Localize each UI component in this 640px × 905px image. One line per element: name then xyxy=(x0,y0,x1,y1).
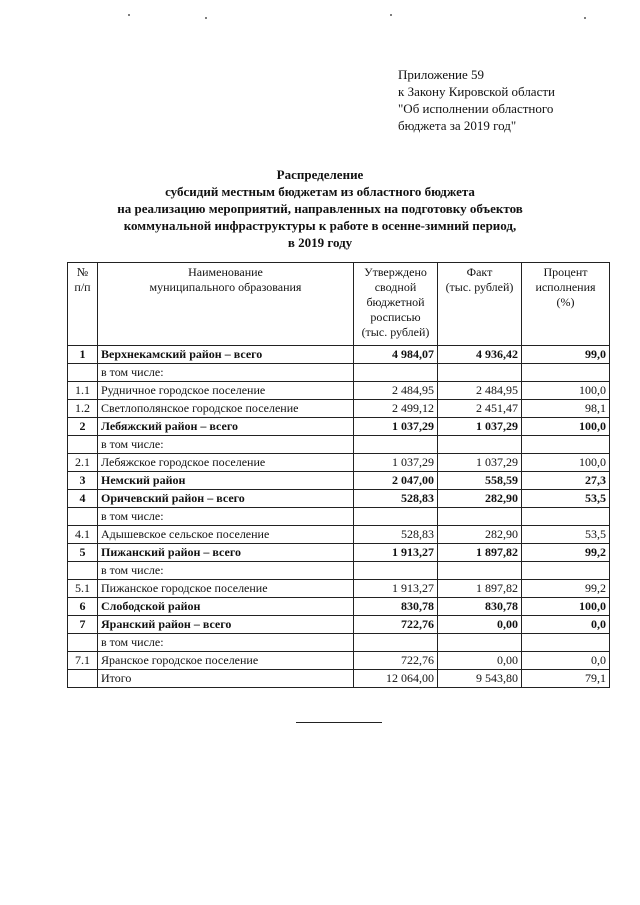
row-number-cell: 5 xyxy=(68,544,98,562)
row-number-cell: 2.1 xyxy=(68,454,98,472)
row-percent-cell: 0,0 xyxy=(522,616,610,634)
row-percent-cell: 27,3 xyxy=(522,472,610,490)
row-approved-cell: 1 913,27 xyxy=(354,580,438,598)
row-approved-cell: 1 913,27 xyxy=(354,544,438,562)
row-number-cell: 2 xyxy=(68,418,98,436)
row-name-cell: Пижанский район – всего xyxy=(98,544,354,562)
subsidy-table xyxy=(67,262,610,688)
row-percent-cell: 99,2 xyxy=(522,580,610,598)
header-no: № п/п xyxy=(68,263,98,346)
row-number-cell: 7.1 xyxy=(68,652,98,670)
row-approved-cell: 2 047,00 xyxy=(354,472,438,490)
appendix-line: Приложение 59 xyxy=(398,67,485,82)
row-number-cell xyxy=(68,364,98,382)
row-percent-cell: 99,2 xyxy=(522,544,610,562)
table-row xyxy=(68,598,610,616)
row-number-cell xyxy=(68,670,98,688)
table-row xyxy=(68,580,610,598)
row-name-cell: Светлополянское городское поселение xyxy=(98,400,354,418)
row-name-cell: Яранское городское поселение xyxy=(98,652,354,670)
row-approved-cell: 722,76 xyxy=(354,616,438,634)
row-name-cell: Немский район xyxy=(98,472,354,490)
row-percent-cell xyxy=(522,508,610,526)
row-fact-cell: 1 897,82 xyxy=(438,580,522,598)
document-title xyxy=(0,166,640,251)
row-fact-cell: 9 543,80 xyxy=(438,670,522,688)
row-approved-cell: 2 484,95 xyxy=(354,382,438,400)
row-approved-cell: 528,83 xyxy=(354,526,438,544)
table-row xyxy=(68,652,610,670)
appendix-line: к Закону Кировской области xyxy=(398,84,555,99)
row-name-cell: Лебяжский район – всего xyxy=(98,418,354,436)
row-fact-cell: 282,90 xyxy=(438,526,522,544)
row-name-cell: в том числе: xyxy=(98,634,354,652)
row-fact-cell: 282,90 xyxy=(438,490,522,508)
appendix-note xyxy=(398,66,555,134)
table-row xyxy=(68,562,610,580)
row-number-cell: 1 xyxy=(68,346,98,364)
row-approved-cell xyxy=(354,562,438,580)
row-percent-cell xyxy=(522,364,610,382)
table-row xyxy=(68,508,610,526)
row-approved-cell xyxy=(354,634,438,652)
row-number-cell: 1.1 xyxy=(68,382,98,400)
row-name-cell: Оричевский район – всего xyxy=(98,490,354,508)
end-divider xyxy=(296,722,382,723)
row-approved-cell: 1 037,29 xyxy=(354,418,438,436)
row-percent-cell: 100,0 xyxy=(522,598,610,616)
row-number-cell xyxy=(68,436,98,454)
row-percent-cell: 100,0 xyxy=(522,418,610,436)
table-row xyxy=(68,526,610,544)
row-name-cell: Итого xyxy=(98,670,354,688)
row-percent-cell: 53,5 xyxy=(522,490,610,508)
scan-speck xyxy=(584,17,586,19)
row-approved-cell: 12 064,00 xyxy=(354,670,438,688)
title-line: субсидий местным бюджетам из областного бюджета xyxy=(165,184,475,199)
row-name-cell: в том числе: xyxy=(98,364,354,382)
row-fact-cell xyxy=(438,508,522,526)
row-name-cell: Рудничное городское поселение xyxy=(98,382,354,400)
table-row xyxy=(68,490,610,508)
row-fact-cell: 2 451,47 xyxy=(438,400,522,418)
row-number-cell xyxy=(68,562,98,580)
row-percent-cell: 100,0 xyxy=(522,454,610,472)
scan-speck xyxy=(390,14,392,16)
table-row xyxy=(68,436,610,454)
table-row xyxy=(68,382,610,400)
row-name-cell: Слободской район xyxy=(98,598,354,616)
row-number-cell: 6 xyxy=(68,598,98,616)
row-number-cell: 3 xyxy=(68,472,98,490)
row-approved-cell: 722,76 xyxy=(354,652,438,670)
row-percent-cell: 79,1 xyxy=(522,670,610,688)
title-line: в 2019 году xyxy=(287,235,353,250)
row-percent-cell: 99,0 xyxy=(522,346,610,364)
appendix-line: бюджета за 2019 год" xyxy=(398,118,517,133)
row-percent-cell xyxy=(522,634,610,652)
row-approved-cell: 4 984,07 xyxy=(354,346,438,364)
row-number-cell xyxy=(68,634,98,652)
table-row xyxy=(68,616,610,634)
row-approved-cell: 830,78 xyxy=(354,598,438,616)
row-fact-cell: 4 936,42 xyxy=(438,346,522,364)
table-row xyxy=(68,400,610,418)
title-line: коммунальной инфраструктуры к работе в осенне-зимний период, xyxy=(123,218,517,233)
table-row xyxy=(68,544,610,562)
row-fact-cell xyxy=(438,634,522,652)
row-name-cell: Пижанское городское поселение xyxy=(98,580,354,598)
row-name-cell: в том числе: xyxy=(98,562,354,580)
row-approved-cell: 2 499,12 xyxy=(354,400,438,418)
row-fact-cell: 0,00 xyxy=(438,652,522,670)
row-name-cell: в том числе: xyxy=(98,436,354,454)
row-fact-cell: 0,00 xyxy=(438,616,522,634)
row-percent-cell: 100,0 xyxy=(522,382,610,400)
header-percent: Процент исполнения (%) xyxy=(522,263,610,346)
table-row xyxy=(68,454,610,472)
row-name-cell: в том числе: xyxy=(98,508,354,526)
header-name: Наименование муниципального образования xyxy=(98,263,354,346)
row-fact-cell xyxy=(438,364,522,382)
row-fact-cell: 1 897,82 xyxy=(438,544,522,562)
row-percent-cell xyxy=(522,562,610,580)
row-approved-cell: 1 037,29 xyxy=(354,454,438,472)
row-approved-cell xyxy=(354,364,438,382)
row-name-cell: Верхнекамский район – всего xyxy=(98,346,354,364)
table-row xyxy=(68,364,610,382)
header-approved: Утверждено сводной бюджетной росписью (тыс. рублей) xyxy=(354,263,438,346)
row-fact-cell: 1 037,29 xyxy=(438,454,522,472)
table-row xyxy=(68,472,610,490)
table-row xyxy=(68,670,610,688)
row-percent-cell xyxy=(522,436,610,454)
row-percent-cell: 0,0 xyxy=(522,652,610,670)
row-percent-cell: 98,1 xyxy=(522,400,610,418)
scan-speck xyxy=(205,17,207,19)
row-fact-cell: 830,78 xyxy=(438,598,522,616)
row-fact-cell: 2 484,95 xyxy=(438,382,522,400)
row-number-cell: 1.2 xyxy=(68,400,98,418)
table-row xyxy=(68,634,610,652)
table-header-row xyxy=(68,263,610,346)
row-fact-cell xyxy=(438,436,522,454)
row-number-cell xyxy=(68,508,98,526)
row-fact-cell: 558,59 xyxy=(438,472,522,490)
title-line: Распределение xyxy=(276,167,364,182)
appendix-line: "Об исполнении областного xyxy=(398,101,554,116)
table-body xyxy=(68,346,610,688)
row-percent-cell: 53,5 xyxy=(522,526,610,544)
title-line: на реализацию мероприятий, направленных на подготовку объектов xyxy=(117,201,523,216)
row-number-cell: 7 xyxy=(68,616,98,634)
row-fact-cell xyxy=(438,562,522,580)
table-row xyxy=(68,346,610,364)
row-number-cell: 5.1 xyxy=(68,580,98,598)
row-name-cell: Яранский район – всего xyxy=(98,616,354,634)
row-approved-cell xyxy=(354,436,438,454)
scan-speck xyxy=(128,14,130,16)
row-approved-cell xyxy=(354,508,438,526)
row-approved-cell: 528,83 xyxy=(354,490,438,508)
row-name-cell: Лебяжское городское поселение xyxy=(98,454,354,472)
table-row xyxy=(68,418,610,436)
row-fact-cell: 1 037,29 xyxy=(438,418,522,436)
row-name-cell: Адышевское сельское поселение xyxy=(98,526,354,544)
header-fact: Факт (тыс. рублей) xyxy=(438,263,522,346)
row-number-cell: 4 xyxy=(68,490,98,508)
row-number-cell: 4.1 xyxy=(68,526,98,544)
